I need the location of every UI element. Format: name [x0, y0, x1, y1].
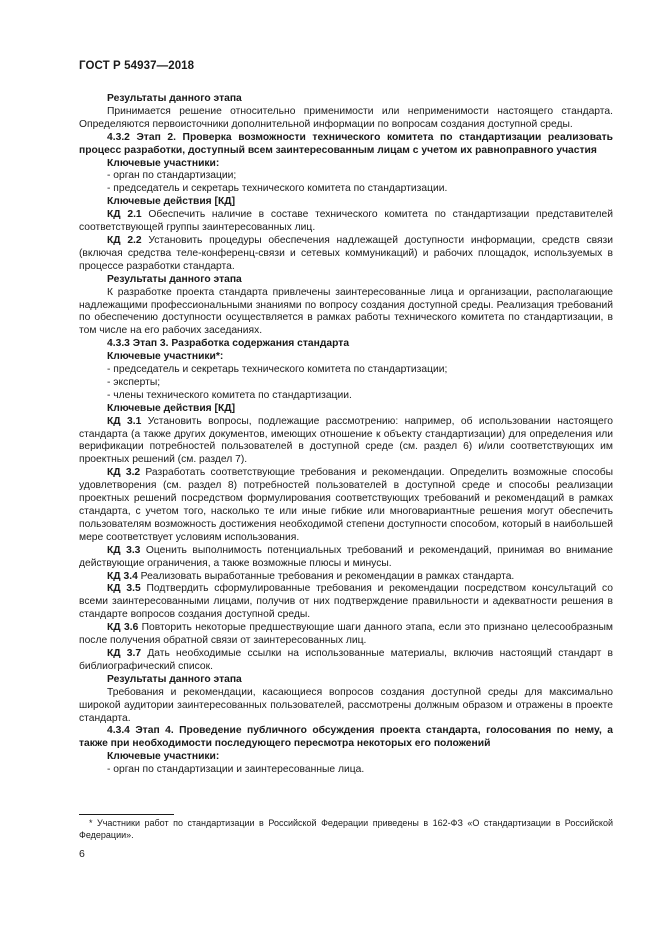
paragraph	[79, 287, 613, 339]
paragraph	[79, 622, 613, 648]
paragraph	[79, 209, 613, 235]
paragraph	[79, 583, 613, 622]
paragraph-text: Ключевые действия [КД]	[107, 402, 236, 414]
paragraph	[79, 545, 613, 571]
action-code: КД 3.2	[107, 467, 141, 479]
paragraph	[79, 351, 613, 364]
paragraph	[79, 751, 613, 764]
action-code: КД 3.4	[107, 570, 138, 582]
action-code: КД 2.2	[107, 234, 142, 246]
paragraph	[79, 467, 613, 544]
paragraph	[79, 106, 613, 132]
paragraph-text: Требования и рекомендации, касающиеся вопросов создания доступной среды для максимально широкой аудитории заинтересованных пользователей, рассмотрены должным образом и отражены в проекте стандарта.	[79, 686, 613, 724]
document-header: ГОСТ Р 54937—2018	[79, 60, 195, 72]
paragraph-text: - орган по стандартизации и заинтересованные лица.	[107, 764, 365, 776]
paragraph	[79, 93, 613, 106]
paragraph-text: - председатель и секретарь технического комитета по стандартизации;	[107, 364, 448, 376]
paragraph-text: Ключевые действия [КД]	[107, 196, 236, 208]
paragraph-text: Оценить выполнимость потенциальных требований и рекомендаций, принимая во внимание действующие ограничения, а также возможные плюсы и минусы.	[79, 544, 613, 569]
paragraph	[79, 170, 613, 183]
paragraph	[79, 725, 613, 751]
paragraph-text: Разработать соответствующие требования и рекомендации. Определить возможные способы удовлетворения (см. раздел 8) потребностей пользователей в доступной среде и способы реализации проектных решений посредством формулирования соответствующих требований и рекомендаций в рамках стандарта, с учетом того, насколько те или иные гибкие или многовариантные решения могут обеспечить пользователям возможность достижения необходимой степени доступности способом, который в наибольшей мере соответствует условиям использования.	[79, 467, 614, 543]
footnote-separator	[79, 814, 174, 815]
action-code: КД 2.1	[107, 209, 142, 221]
paragraph	[79, 183, 613, 196]
paragraph	[79, 235, 613, 274]
paragraph	[79, 196, 613, 209]
paragraph	[79, 158, 613, 171]
paragraph-text: - орган по стандартизации;	[107, 170, 237, 182]
paragraph	[79, 571, 613, 584]
action-code: КД 3.7	[107, 647, 142, 659]
action-code: КД 3.3	[107, 544, 141, 556]
paragraph	[79, 764, 613, 777]
page-number: 6	[79, 848, 85, 860]
action-code: КД 3.1	[107, 415, 142, 427]
paragraph-text: Результаты данного этапа	[107, 273, 242, 285]
paragraph-text: - эксперты;	[107, 376, 161, 388]
paragraph	[79, 403, 613, 416]
paragraph	[79, 132, 613, 158]
paragraph-text: 4.3.2 Этап 2. Проверка возможности технического комитета по стандартизации реализовать процесс разработки, доступный всем заинтересованным лицам с учетом их равноправного участия	[79, 131, 613, 156]
action-code: КД 3.5	[107, 583, 141, 595]
paragraph-text: К разработке проекта стандарта привлечены заинтересованные лица и организации, располагающие надлежащими профессиональными знаниями по вопросу создания доступной среды. Реализация требований по обеспечению доступности осуществляется в рамках работы технического комитета по стандартизации, в том числе на его рабочих заседаниях.	[79, 286, 613, 337]
paragraph	[79, 687, 613, 726]
paragraph-text: Результаты данного этапа	[107, 673, 242, 685]
document-body	[79, 93, 613, 777]
footnote: * Участники работ по стандартизации в Российской Федерации приведены в 162-ФЗ «О стандартизации в Российской Федерации».	[79, 818, 613, 840]
paragraph-text: Ключевые участники:	[107, 157, 220, 169]
paragraph	[79, 390, 613, 403]
paragraph-text: - председатель и секретарь технического комитета по стандартизации.	[107, 183, 448, 195]
paragraph	[79, 364, 613, 377]
paragraph-text: 4.3.4 Этап 4. Проведение публичного обсуждения проекта стандарта, голосования по нему, а также при необходимости последующего пересмотра некоторых его положений	[79, 725, 613, 750]
paragraph-text: Ключевые участники:	[107, 751, 220, 763]
paragraph-text: Повторить некоторые предшествующие шаги данного этапа, если это признано целесообразным после получения обратной связи от заинтересованных лиц.	[79, 622, 613, 647]
action-code: КД 3.6	[107, 622, 139, 634]
paragraph	[79, 648, 613, 674]
paragraph	[79, 274, 613, 287]
paragraph-text: Принимается решение относительно применимости или неприменимости настоящего стандарта. Определяются первоисточники дополнительной информации по вопросам создания доступной среды.	[79, 105, 613, 130]
paragraph-text: 4.3.3 Этап 3. Разработка содержания стандарта	[107, 338, 350, 350]
paragraph-text: - члены технического комитета по стандартизации.	[107, 389, 352, 401]
paragraph	[79, 674, 613, 687]
paragraph-text: Обеспечить наличие в составе технического комитета по стандартизации представителей соответствующей группы заинтересованных лиц.	[79, 209, 613, 234]
paragraph-text: Ключевые участники*:	[107, 351, 224, 363]
paragraph	[79, 377, 613, 390]
paragraph-text: Установить вопросы, подлежащие рассмотрению: например, об использовании настоящего стандарта (а также других документов, имеющих отношение к объекту стандартизации) для определения или верификации потребностей пользователей в доступной среде (см. раздел 6) и/или соответствующих им проектных решений (см. раздел 7).	[79, 415, 614, 466]
paragraph-text: Дать необходимые ссылки на использованные материалы, включив настоящий стандарт в библиографический список.	[79, 647, 613, 672]
paragraph	[79, 338, 613, 351]
paragraph-text: Подтвердить сформулированные требования и рекомендации посредством консультаций со всеми заинтересованными лицами, получив от них подтверждение правильности и адекватности решения в стандарте вопросов создания доступной среды.	[79, 583, 614, 621]
paragraph-text: Установить процедуры обеспечения надлежащей доступности информации, средств связи (включая средства теле-конференц-связи и сетевых коммуникаций) и рабочих площадок, используемых в процессе разработки стандарта.	[79, 234, 613, 272]
paragraph	[79, 416, 613, 468]
paragraph-text: Реализовать выработанные требования и рекомендации в рамках стандарта.	[137, 570, 515, 582]
paragraph-text: Результаты данного этапа	[107, 93, 242, 104]
